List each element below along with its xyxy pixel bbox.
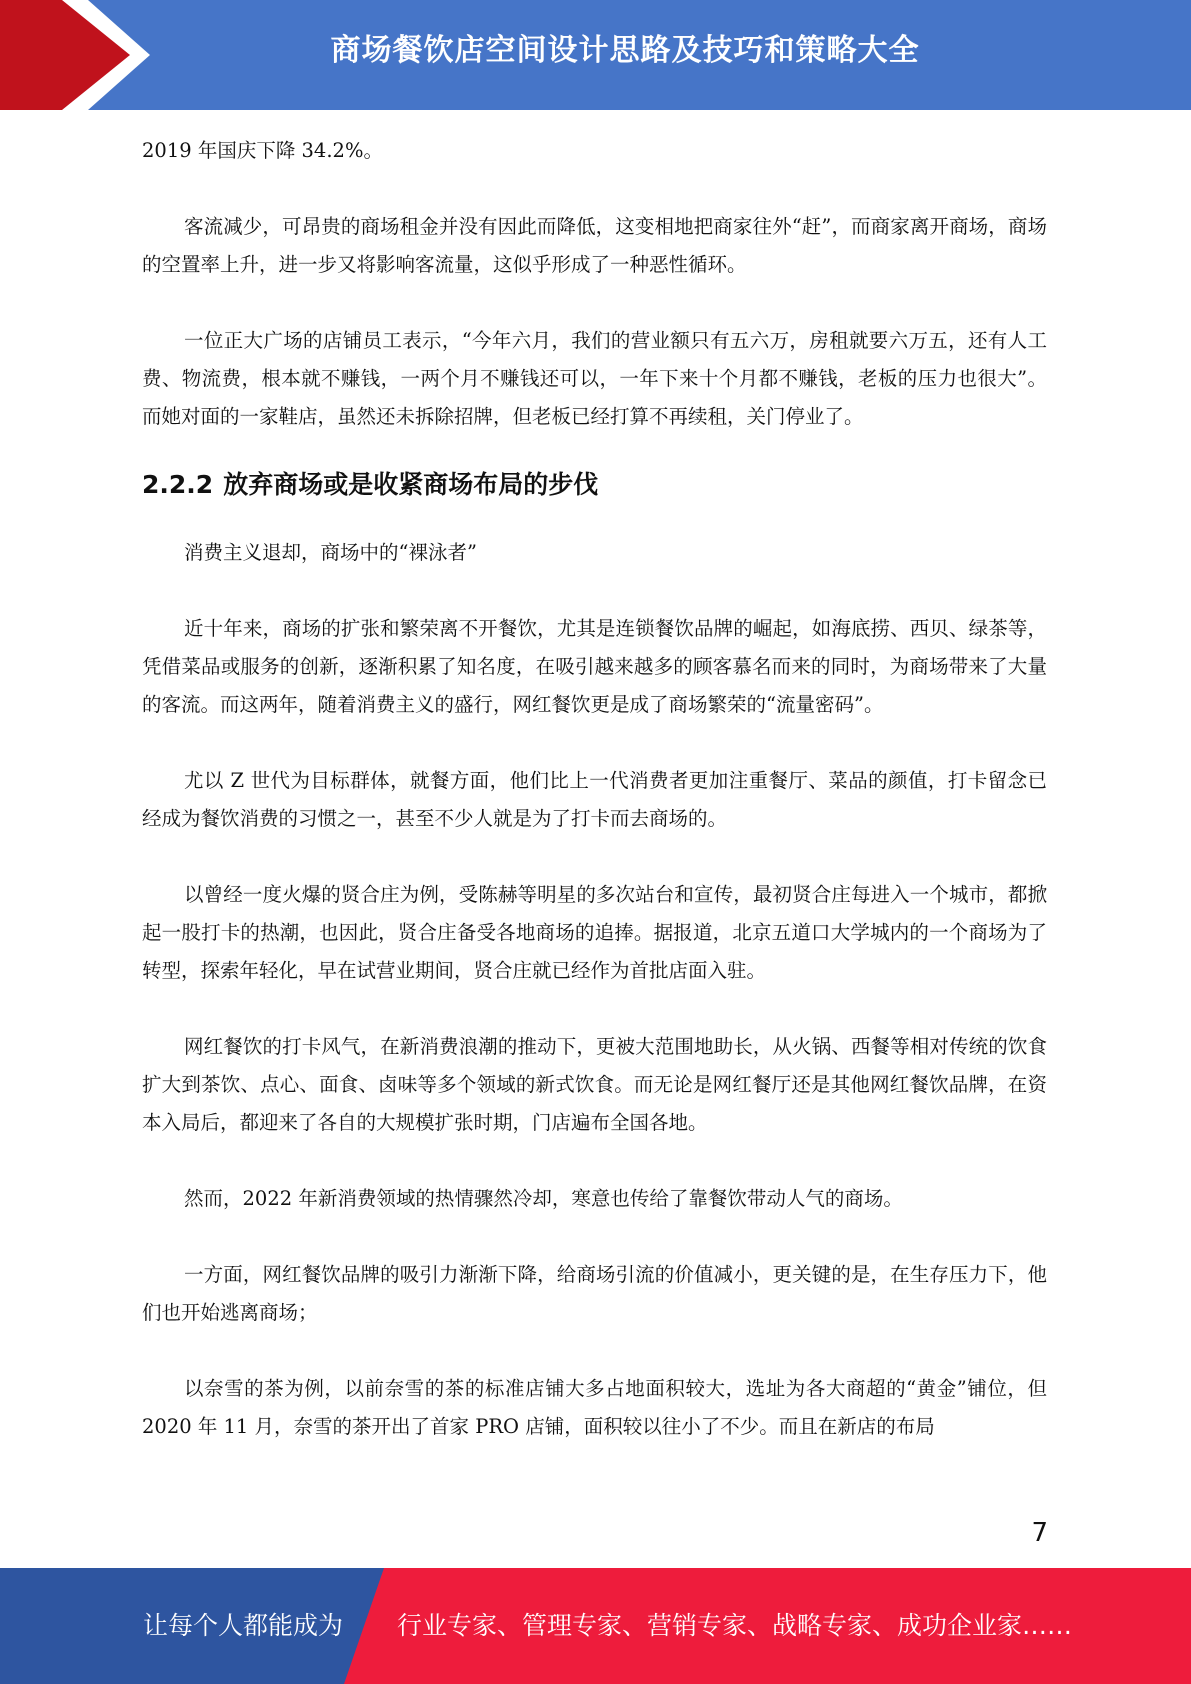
paragraph: 以奈雪的茶为例，以前奈雪的茶的标准店铺大多占地面积较大，选址为各大商超的“黄金”铺位，但 2020 年 11 月，奈雪的茶开出了首家 PRO 店铺，面积较以往小了不少。而且在新店的布局 xyxy=(142,1377,1047,1438)
section-heading xyxy=(142,466,1047,504)
page-number: 7 xyxy=(1031,1518,1048,1548)
page-footer xyxy=(0,1568,1191,1684)
paragraph: 近十年来，商场的扩张和繁荣离不开餐饮，尤其是连锁餐饮品牌的崛起，如海底捞、西贝、绿茶等，凭借菜品或服务的创新，逐渐积累了知名度，在吸引越来越多的顾客慕名而来的同时，为商场带来了大量的客流。而这两年，随着消费主义的盛行，网红餐饮更是成了商场繁荣的“流量密码”。 xyxy=(142,617,1047,716)
paragraph: 网红餐饮的打卡风气，在新消费浪潮的推动下，更被大范围地助长，从火锅、西餐等相对传统的饮食扩大到茶饮、点心、面食、卤味等多个领域的新式饮食。而无论是网红餐厅还是其他网红餐饮品牌，在资本入局后，都迎来了各自的大规模扩张时期，门店遍布全国各地。 xyxy=(142,1035,1047,1134)
paragraph: 以曾经一度火爆的贤合庄为例，受陈赫等明星的多次站台和宣传，最初贤合庄每进入一个城市，都掀起一股打卡的热潮，也因此，贤合庄备受各地商场的追捧。据报道，北京五道口大学城内的一个商场为了转型，探索年轻化，早在试营业期间，贤合庄就已经作为首批店面入驻。 xyxy=(142,883,1047,982)
paragraph: 2019 年国庆下降 34.2%。 xyxy=(142,139,383,162)
paragraph: 一位正大广场的店铺员工表示，“今年六月，我们的营业额只有五六万，房租就要六万五，还有人工费、物流费，根本就不赚钱，一两个月不赚钱还可以，一年下来十个月都不赚钱，老板的压力也很大”。而她对面的一家鞋店，虽然还未拆除招牌，但老板已经打算不再续租，关门停业了。 xyxy=(142,329,1047,428)
section-number: 2.2.2 xyxy=(142,470,214,499)
document-title: 商场餐饮店空间设计思路及技巧和策略大全 xyxy=(330,33,920,68)
section-title: 放弃商场或是收紧商场布局的步伐 xyxy=(223,470,599,499)
paragraph: 然而，2022 年新消费领域的热情骤然冷却，寒意也传给了靠餐饮带动人气的商场。 xyxy=(184,1187,903,1210)
paragraph: 一方面，网红餐饮品牌的吸引力渐渐下降，给商场引流的价值减小，更关键的是，在生存压力下，他们也开始逃离商场； xyxy=(142,1263,1047,1324)
footer-slogan-left: 让每个人都能成为 xyxy=(143,1611,344,1640)
paragraph: 消费主义退却，商场中的“裸泳者” xyxy=(184,541,477,564)
document-body xyxy=(142,132,1047,1446)
page-header xyxy=(0,0,1191,110)
paragraph: 客流减少，可昂贵的商场租金并没有因此而降低，这变相地把商家往外“赶”，而商家离开商场，商场的空置率上升，进一步又将影响客流量，这似乎形成了一种恶性循环。 xyxy=(142,215,1047,276)
footer-slogan-right: 行业专家、管理专家、营销专家、战略专家、成功企业家…… xyxy=(397,1611,1073,1640)
paragraph: 尤以 Z 世代为目标群体，就餐方面，他们比上一代消费者更加注重餐厅、菜品的颜值，打卡留念已经成为餐饮消费的习惯之一，甚至不少人就是为了打卡而去商场的。 xyxy=(142,769,1047,830)
header-chevron-decoration xyxy=(0,0,150,110)
